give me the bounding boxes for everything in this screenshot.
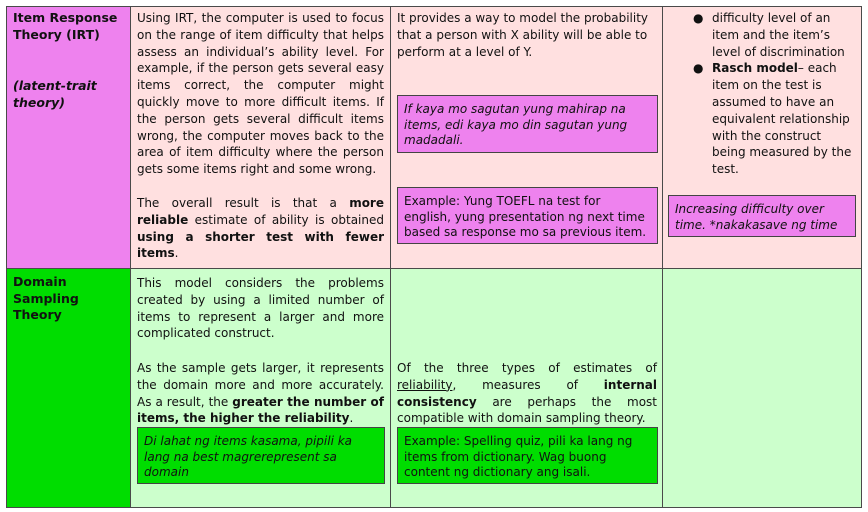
list-item: ● Rasch model– each item on the test is assumed to have an equivalent relationship with the construct being measured by the test. (693, 61, 852, 177)
irt-example-box: Example: Yung TOEFL na test for english, yung presentation ng next time based sa response mo sa previous item. (397, 187, 658, 244)
domain-description-cell (130, 268, 391, 508)
irt-rasch-cell (662, 6, 862, 269)
domain-example-box: Example: Spelling quiz, pili ka lang ng items from dictionary. Wag buong content ng dictionary ang isali. (397, 427, 658, 484)
domain-empty-cell (662, 268, 862, 508)
irt-bullet-list (693, 10, 854, 178)
domain-title: Domain Sampling Theory (13, 274, 79, 322)
irt-model-cell (390, 6, 663, 269)
domain-sample-paragraph: As the sample gets larger, it represents the domain more and more accurately. As a result, the greater the number of items, the higher the reliability. (137, 361, 384, 426)
irt-note-box: If kaya mo sagutan yung mahirap na items, edi kaya mo din sagutan yung madadali. (397, 95, 658, 153)
domain-label-cell (6, 268, 131, 508)
domain-reliability-paragraph: Of the three types of estimates of reliability, measures of internal consistency are perhaps the most compatible with domain sampling theory. (397, 361, 657, 426)
irt-subtitle: (latent-trait theory) (13, 78, 97, 110)
domain-note-box: Di lahat ng items kasama, pipili ka lang na best magrerepresent sa domain (137, 427, 385, 484)
irt-description-cell (130, 6, 391, 269)
bullet-icon: ● (693, 11, 704, 25)
irt-difficulty-note-box: Increasing difficulty over time. *nakakasave ng time (668, 195, 856, 237)
list-item: ● difficulty level of an item and the item’s level of discrimination (693, 11, 845, 59)
domain-reliability-cell (390, 268, 663, 508)
irt-label-cell (6, 6, 131, 269)
irt-result-paragraph: The overall result is that a more reliable estimate of ability is obtained using a shorter test with fewer items. (137, 196, 384, 261)
irt-model-paragraph: It provides a way to model the probability that a person with X ability will be able to perform at a level of Y. (397, 11, 649, 59)
irt-title: Item Response Theory (IRT) (13, 10, 118, 42)
irt-description-paragraph: Using IRT, the computer is used to focus on the range of item difficulty that helps assess an individual’s ability level. For example, if the person gets several easy items correct, the computer might quickly move to more difficult items. If the person gets several difficult items wrong, the computer moves back to the area of item difficulty where the person gets some items right and some wrong. (137, 11, 384, 177)
domain-description-paragraph: This model considers the problems created by using a limited number of items to represent a larger and more complicated construct. (137, 276, 384, 341)
bullet-icon: ● (693, 61, 704, 76)
